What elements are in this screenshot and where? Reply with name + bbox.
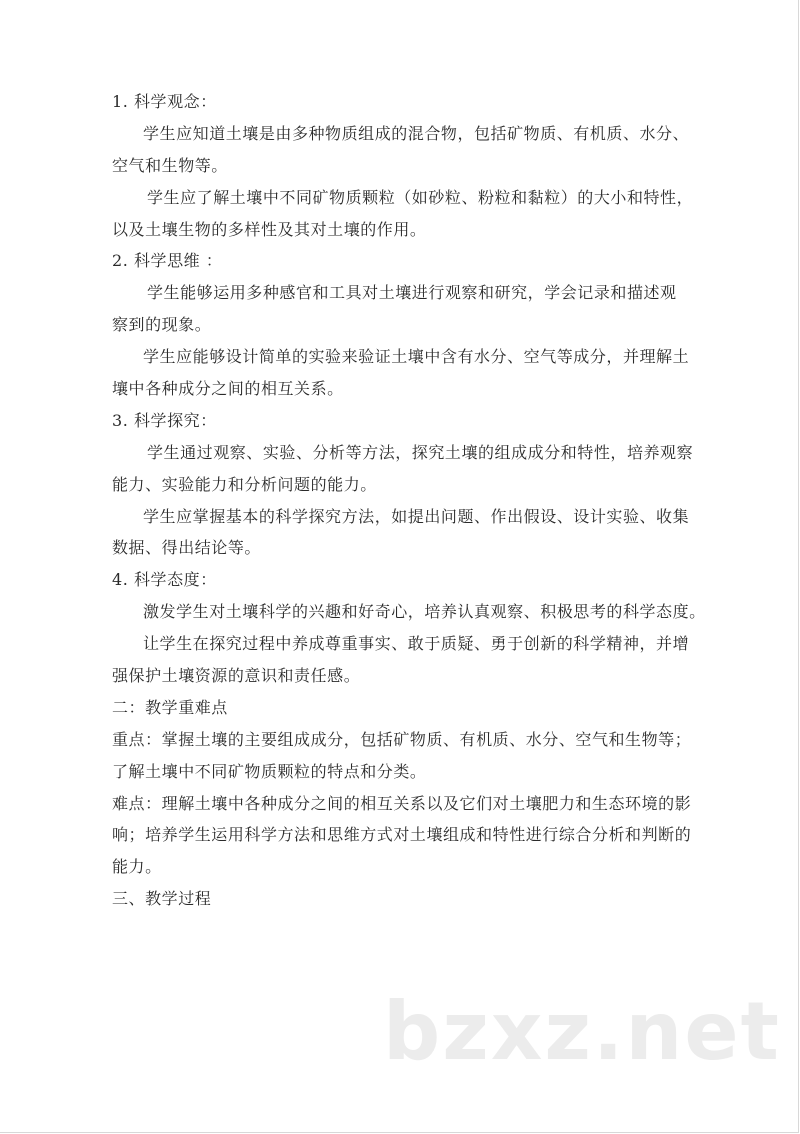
paragraph-line: 重点：掌握土壤的主要组成成分，包括矿物质、有机质、水分、空气和生物等； [112,729,692,749]
paragraph-line: 空气和生物等。 [112,155,228,175]
paragraph-line: 激发学生对土壤科学的兴趣和好奇心，培养认真观察、积极思考的科学态度。 [143,602,706,622]
paragraph-line: 学生应能够设计简单的实验来验证土壤中含有水分、空气等成分，并理解土 [143,347,690,367]
paragraph-line: 数据、得出结论等。 [112,538,261,558]
paragraph-line: 能力、实验能力和分析问题的能力。 [112,474,377,494]
document-body [112,86,706,915]
paragraph-line: 学生应掌握基本的科学探究方法，如提出问题、作出假设、设计实验、收集 [143,506,690,526]
paragraph-line: 学生通过观察、实验、分析等方法，探究土壤的组成成分和特性，培养观察 [147,442,694,462]
paragraph-line: 难点：理解土壤中各种成分之间的相互关系以及它们对土壤肥力和生态环境的影 [112,793,692,813]
paragraph-line: 让学生在探究过程中养成尊重事实、敢于质疑、勇于创新的科学精神，并增 [143,634,690,654]
section-heading: 2. 科学思维 ： [112,251,223,271]
paragraph-line: 察到的现象。 [112,315,212,335]
paragraph-line: 了解土壤中不同矿物质颗粒的特点和分类。 [112,761,427,781]
paragraph-line: 响；培养学生运用科学方法和思维方式对土壤组成和特性进行综合分析和判断的 [112,825,692,845]
section-heading: 3. 科学探究： [112,410,217,430]
paragraph-line: 学生应知道土壤是由多种物质组成的混合物，包括矿物质、有机质、水分、 [143,123,690,143]
paragraph-line: 强保护土壤资源的意识和责任感。 [112,666,361,686]
paragraph-line: 学生应了解土壤中不同矿物质颗粒（如砂粒、粉粒和黏粒）的大小和特性， [147,187,694,207]
paragraph-line: 能力。 [112,857,162,877]
paragraph-line: 学生能够运用多种感官和工具对土壤进行观察和研究，学会记录和描述观 [147,283,677,303]
section-heading: 4. 科学态度： [112,570,217,590]
section-heading: 二：教学重难点 [112,697,228,717]
section-heading: 1. 科学观念： [112,92,217,111]
watermark: bzxz.net [383,985,781,1078]
paragraph-line: 以及土壤生物的多样性及其对土壤的作用。 [112,219,427,239]
paragraph-line: 壤中各种成分之间的相互关系。 [112,379,344,399]
section-heading: 三、教学过程 [112,889,212,909]
